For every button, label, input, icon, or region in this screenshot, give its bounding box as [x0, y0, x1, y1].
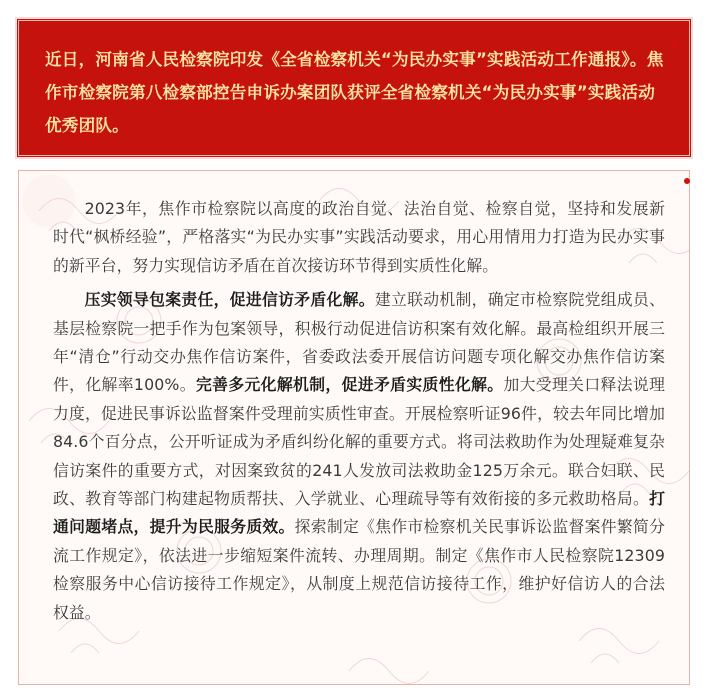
section-text-1: 建立联动机制，确定市检察院党组成员、基层检察院一把手作为包案领导，积极行动促进信访积案有效化解。最高检组织开展三年“清仓”行动交办焦作信访案件，省委政法委开展信访问题专项化解交办焦作信访案件，化解率100%。 — [53, 290, 665, 395]
section-text-2: 加大受理关口释法说理力度，促进民事诉讼监督案件受理前实质性审查。开展检察听证96件，较去年同比增加84.6个百分点，公开听证成为矛盾纠纷化解的重要方式。将司法救助作为处理疑难复杂信访案件的重要方式，对因案致贫的241人发放司法救助金125万余元。联合妇联、民政、教育等部门构建起物质帮扶、入学就业、心理疏导等有效衔接的多元救助格局。 — [53, 375, 665, 509]
section-text-3: 探索制定《焦作市检察机关民事诉讼监督案件繁简分流工作规定》，依法进一步缩短案件流转、办理周期。制定《焦作市人民检察院12309检察服务中心信访接待工作规定》，从制度上规范信访接待工作，维护好信访人的合法权益。 — [53, 517, 665, 622]
banner-text: 近日，河南省人民检察院印发《全省检察机关“为民办实事”实践活动工作通报》。焦作市检察院第八检察部控告申诉办案团队获评全省检察机关“为民办实事”实践活动优秀团队。 — [45, 50, 664, 135]
main-paragraph — [53, 286, 665, 627]
article-panel — [18, 170, 690, 685]
article-body — [53, 195, 665, 627]
summary-banner — [18, 20, 690, 156]
intro-paragraph: 2023年，焦作市检察院以高度的政治自觉、法治自觉、检察自觉，坚持和发展新时代“枫桥经验”，严格落实“为民办实事”实践活动要求，用心用情用力打造为民办实事的新平台，努力实现信访矛盾在首次接访环节得到实质性化解。 — [53, 199, 665, 275]
section-heading-2: 完善多元化解机制，促进矛盾实质性化解。 — [195, 375, 504, 395]
decorative-dot-icon — [684, 178, 690, 184]
section-heading-1: 压实领导包案责任，促进信访矛盾化解。 — [84, 290, 375, 310]
decorative-dot-icon — [671, 42, 677, 48]
section-heading-3: 打通问题堵点，提升为民服务质效。 — [53, 489, 665, 537]
